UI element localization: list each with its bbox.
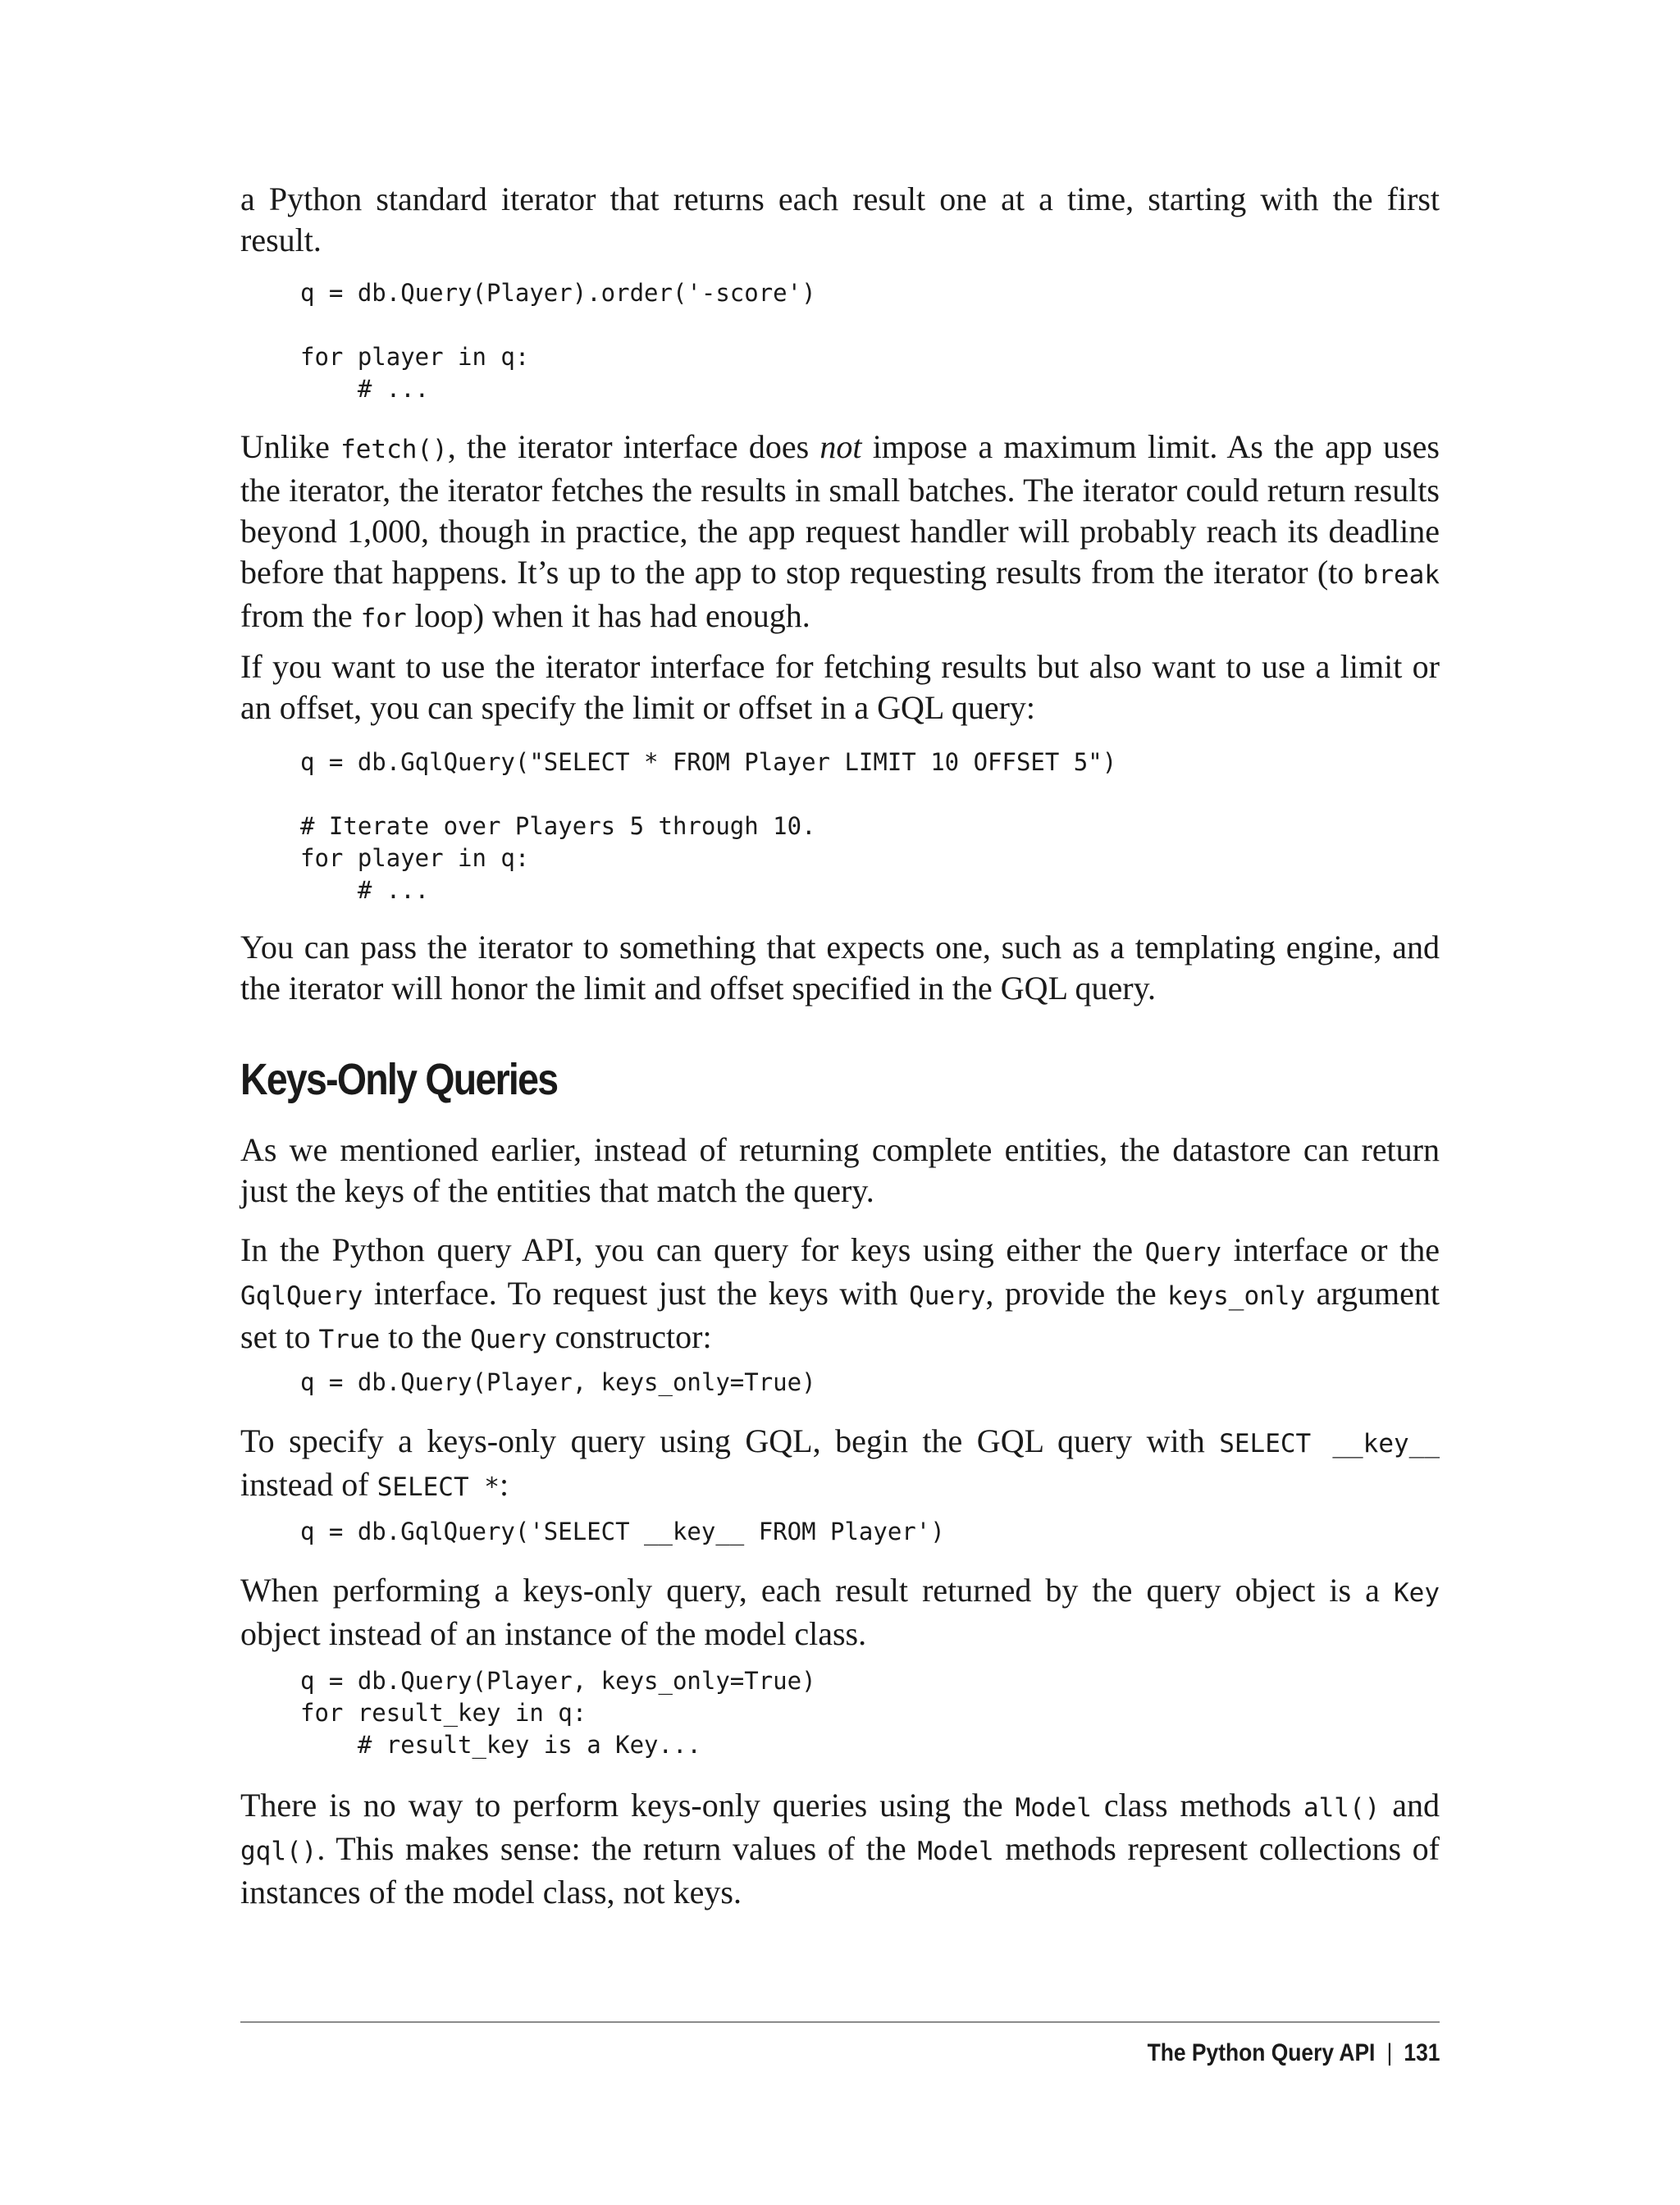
paragraph: If you want to use the iterator interface for fetching results but also want to use a limit or an offset, you can specify the limit or offset in a GQL query:: [240, 648, 1440, 726]
inline-code: SELECT __key__: [1219, 1429, 1440, 1459]
inline-code: for: [360, 604, 407, 633]
running-footer: [1147, 2033, 1440, 2074]
inline-code: Model: [917, 1837, 994, 1866]
code-block: q = db.Query(Player, keys_only=True) for result_key in q: # result_key is a Key...: [300, 1667, 816, 1759]
paragraph: In the Python query API, you can query for keys using either the Query interface or the GqlQuery interface. To request just the keys with Query, provide the keys_only argument set to True to the Query constructor:: [240, 1231, 1440, 1355]
inline-code: fetch(): [340, 435, 448, 464]
footer-rule: [240, 2021, 1440, 2023]
inline-code: Model: [1015, 1793, 1092, 1823]
footer-separator: |: [1386, 2039, 1392, 2066]
inline-code: Query: [470, 1325, 547, 1354]
inline-code: all(): [1303, 1793, 1381, 1823]
inline-code: Query: [1144, 1238, 1221, 1267]
section-heading: Keys-Only Queries: [240, 1055, 558, 1104]
paragraph: Unlike fetch(), the iterator interface does not impose a maximum limit. As the app uses the iterator, the iterator fetches the results in small batches. The iterator could return results beyond 1,000, though in practice, the app request handler will probably reach its deadline before that happens. It’s up to the app to stop requesting results from the iterator (to break from the for loop) when it has had enough.: [240, 428, 1440, 634]
code-block: q = db.Query(Player).order('-score') for player in q: # ...: [300, 279, 816, 403]
paragraph: There is no way to perform keys-only queries using the Model class methods all() and gql(). This makes sense: the return values of the Model methods represent collections of instances of the model class, not keys.: [240, 1787, 1440, 1911]
paragraph: When performing a keys-only query, each result returned by the query object is a Key object instead of an instance of the model class.: [240, 1572, 1440, 1652]
code-block: q = db.GqlQuery("SELECT * FROM Player LIMIT 10 OFFSET 5") # Iterate over Players 5 through 10. for player in q: # ...: [300, 748, 1117, 904]
inline-code: gql(): [240, 1837, 317, 1866]
paragraph: You can pass the iterator to something that expects one, such as a templating engine, and the iterator will honor the limit and offset specified in the GQL query.: [240, 929, 1440, 1007]
code-block: q = db.Query(Player, keys_only=True): [300, 1368, 816, 1396]
inline-code: keys_only: [1167, 1281, 1306, 1311]
inline-code: Key: [1394, 1578, 1440, 1608]
paragraph: a Python standard iterator that returns each result one at a time, starting with the first result.: [240, 180, 1440, 258]
inline-code: True: [318, 1325, 381, 1354]
inline-code: GqlQuery: [240, 1281, 363, 1311]
paragraph: To specify a keys-only query using GQL, begin the GQL query with SELECT __key__ instead of SELECT *:: [240, 1422, 1440, 1503]
page-number: 131: [1403, 2039, 1440, 2066]
footer-section-title: The Python Query API: [1147, 2039, 1375, 2066]
paragraph: As we mentioned earlier, instead of returning complete entities, the datastore can return just the keys of the entities that match the query.: [240, 1131, 1440, 1209]
inline-code: break: [1363, 560, 1440, 590]
code-block: q = db.GqlQuery('SELECT __key__ FROM Player'): [300, 1518, 945, 1545]
inline-code: Query: [909, 1281, 986, 1311]
inline-code: SELECT *: [377, 1472, 500, 1502]
